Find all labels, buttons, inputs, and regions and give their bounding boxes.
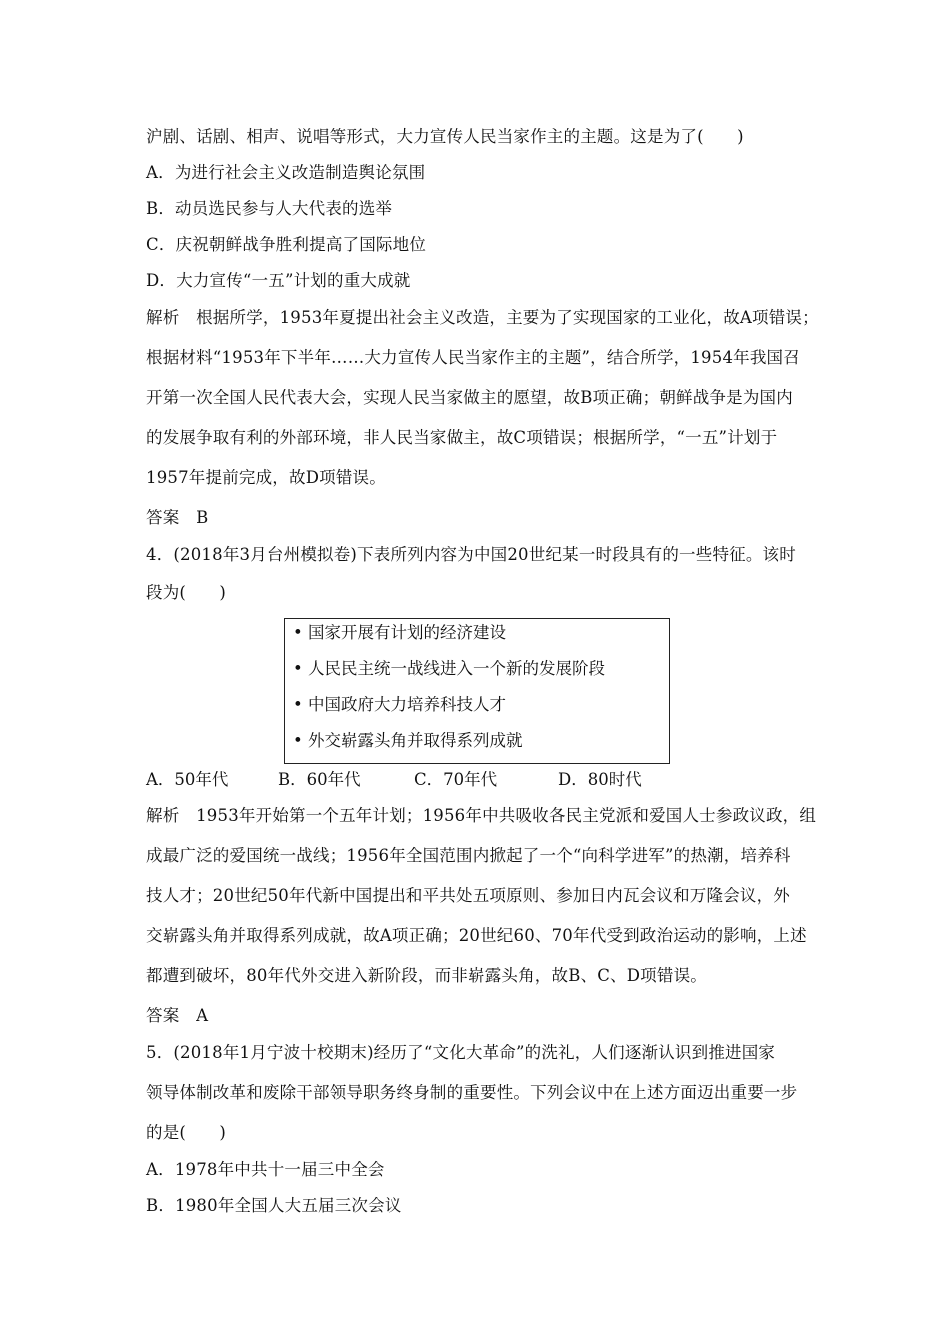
q5-stem-line: 5．(2018年1月宁波十校期末)经历了“文化大革命”的洗礼，人们逐渐认识到推进国家: [146, 1043, 776, 1062]
q4-analysis-line: 技人才；20世纪50年代新中国提出和平共处五项原则、参加日内瓦会议和万隆会议，外: [146, 886, 790, 905]
q3-option-c: C．庆祝朝鲜战争胜利提高了国际地位: [146, 235, 427, 254]
q4-option-a: A．50年代: [146, 770, 229, 789]
q4-option-c: C．70年代: [414, 770, 498, 789]
q3-stem-continuation: 沪剧、话剧、相声、说唱等形式，大力宣传人民当家作主的主题。这是为了( ): [146, 127, 744, 146]
q4-stem-line: 4．(2018年3月台州模拟卷)下表所列内容为中国20世纪某一时段具有的一些特征。该时: [146, 545, 796, 564]
q3-analysis-line: 开第一次全国人民代表大会，实现人民当家做主的愿望，故B项正确；朝鲜战争是为国内: [146, 388, 793, 407]
q3-analysis-line: 的发展争取有利的外部环境，非人民当家做主，故C项错误；根据所学，“一五”计划于: [146, 428, 778, 447]
q3-answer: 答案 B: [146, 508, 209, 527]
q3-analysis-line: 解析 根据所学，1953年夏提出社会主义改造，主要为了实现国家的工业化，故A项错误；: [146, 308, 819, 327]
q4-analysis-line: 都遭到破坏，80年代外交进入新阶段，而非崭露头角，故B、C、D项错误。: [146, 966, 707, 985]
q5-stem-line: 的是( ): [146, 1123, 227, 1142]
q5-option-a: A．1978年中共十一届三中全会: [146, 1160, 385, 1179]
q4-stem-line: 段为( ): [146, 583, 227, 602]
q3-analysis-line: 根据材料“1953年下半年……大力宣传人民当家作主的主题”，结合所学，1954年我国召: [146, 348, 800, 367]
q4-table-item: • 人民民主统一战线进入一个新的发展阶段: [293, 659, 605, 678]
q4-option-b: B．60年代: [278, 770, 361, 789]
q4-table-item: • 外交崭露头角并取得系列成就: [293, 731, 523, 750]
q5-option-b: B．1980年全国人大五届三次会议: [146, 1196, 402, 1215]
q3-option-b: B．动员选民参与人大代表的选举: [146, 199, 393, 218]
q4-analysis-line: 成最广泛的爱国统一战线；1956年全国范围内掀起了一个“向科学进军”的热潮，培养科: [146, 846, 791, 865]
q4-table-item: • 中国政府大力培养科技人才: [293, 695, 506, 714]
q4-table-item: • 国家开展有计划的经济建设: [293, 623, 506, 642]
q3-option-a: A．为进行社会主义改造制造舆论氛围: [146, 163, 426, 182]
q4-option-d: D．80时代: [558, 770, 642, 789]
q3-option-d: D．大力宣传“一五”计划的重大成就: [146, 271, 411, 290]
q5-stem-line: 领导体制改革和废除干部领导职务终身制的重要性。下列会议中在上述方面迈出重要一步: [146, 1083, 798, 1102]
q4-analysis-line: 解析 1953年开始第一个五年计划；1956年中共吸收各民主党派和爱国人士参政议政，组: [146, 806, 817, 825]
q3-analysis-line: 1957年提前完成，故D项错误。: [146, 468, 386, 487]
q4-answer: 答案 A: [146, 1006, 209, 1025]
q4-feature-table: [284, 618, 670, 764]
q4-analysis-line: 交崭露头角并取得系列成就，故A项正确；20世纪60、70年代受到政治运动的影响，上述: [146, 926, 807, 945]
